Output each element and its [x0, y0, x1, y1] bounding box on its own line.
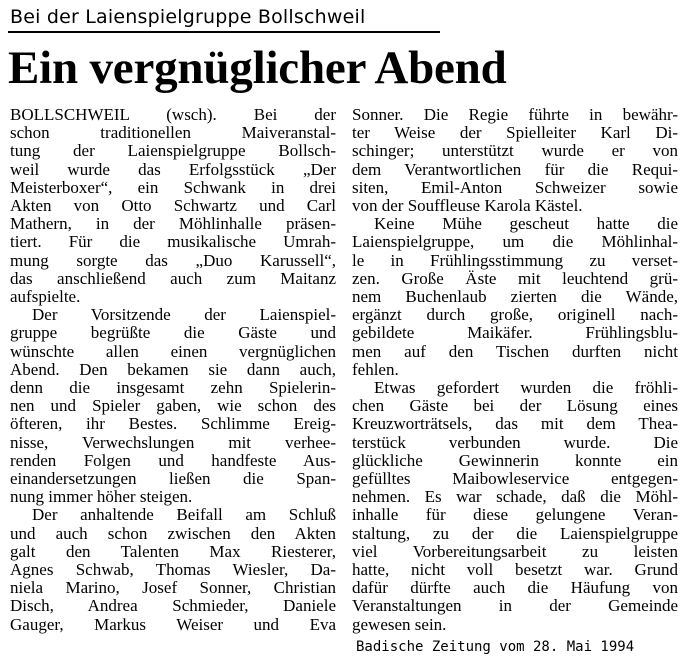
text-line: nem Buchenlaub zierten die Wände,: [352, 287, 678, 307]
text-line: gewesen sein.: [352, 614, 447, 634]
headline: Ein vergnüglicher Abend: [8, 42, 507, 94]
text-line: zen. Große Äste mit leuchtend grü-: [352, 268, 678, 288]
text-line: gefülltes Maibowleservice entgegen-: [352, 469, 678, 489]
text-line: siten, Emil-Anton Schweizer sowie: [352, 177, 678, 197]
paragraph: [10, 106, 336, 306]
text-line: ter Weise der Spielleiter Karl Di-: [352, 123, 678, 143]
text-line: Mathern, in der Möhlinhalle präsen-: [10, 214, 336, 234]
text-line: denn die insgesamt zehn Spielerin-: [10, 378, 336, 398]
article-column-left: [10, 106, 336, 634]
text-line: gruppe begrüßte die Gäste und: [10, 323, 336, 343]
text-line: ergänzt durch große, originell nach-: [352, 305, 678, 325]
text-line: Agnes Schwab, Thomas Wiesler, Da-: [10, 560, 336, 580]
text-line: Keine Mühe gescheut hatte die: [374, 214, 678, 234]
text-line: schinger; unterstützt wurde er von: [352, 141, 678, 161]
paragraph: [10, 506, 336, 633]
text-line: inhalle für diese gelungene Veran-: [352, 505, 678, 525]
text-line: glückliche Gewinnerin konnte ein: [352, 450, 678, 470]
text-line: aufspielte.: [10, 287, 81, 307]
text-line: Meisterboxer“, ein Schwank in drei: [10, 177, 336, 197]
kicker: Bei der Laienspielgruppe Bollschweil: [10, 6, 366, 28]
text-line: fehlen.: [352, 359, 399, 379]
article-column-right: [352, 106, 678, 634]
text-line: dem Verantwortlichen für die Requi-: [352, 159, 678, 179]
text-line: tiert. Für die musikalische Umrah-: [10, 232, 336, 252]
text-line: terstück verbunden wurde. Die: [352, 432, 678, 452]
text-line: wünschte allen einen vergnüglichen: [10, 341, 336, 361]
text-line: nisse, Verwechslungen mit verhee-: [10, 432, 336, 452]
text-line: nen und Spieler gaben, wie schon des: [10, 396, 336, 416]
text-line: chen Gäste bei der Lösung eines: [352, 396, 678, 416]
text-line: nehmen. Es war schade, daß die Möhl-: [352, 487, 678, 507]
text-line: einandersetzungen ließen die Span-: [10, 469, 336, 489]
text-line: schon traditionellen Maiveranstal-: [10, 123, 336, 143]
text-line: nung immer höher steigen.: [10, 487, 193, 507]
text-line: weil wurde das Erfolgsstück „Der: [10, 159, 336, 179]
source-caption: Badische Zeitung vom 28. Mai 1994: [356, 639, 635, 655]
text-line: men auf den Tischen durften nicht: [352, 341, 678, 361]
text-line: viel Vorbereitungsarbeit zu leisten: [352, 541, 678, 561]
paragraph: [10, 306, 336, 506]
text-line: das anschließend auch zum Maitanz: [10, 268, 336, 288]
text-line: staltung, zu der die Laienspielgruppe: [352, 523, 678, 543]
text-line: öfteren, ihr Bestes. Schlimme Ereig-: [10, 414, 336, 434]
paragraph: [352, 215, 678, 379]
text-line: hatte, nicht voll besetzt war. Grund: [352, 560, 678, 580]
text-line: Gauger, Markus Weiser und Eva: [10, 614, 336, 634]
text-line: BOLLSCHWEIL (wsch). Bei der: [10, 105, 336, 124]
paragraph: [352, 379, 678, 634]
text-line: Disch, Andrea Schmieder, Daniele: [10, 596, 336, 616]
text-line: renden Folgen und handfeste Aus-: [10, 450, 336, 470]
text-line: tung der Laienspielgruppe Bollsch-: [10, 141, 336, 161]
text-line: Der anhaltende Beifall am Schluß: [32, 505, 336, 525]
kicker-underline: [8, 31, 440, 33]
text-line: von der Souffleuse Karola Kästel.: [352, 196, 583, 216]
text-line: Abend. Den bekamen sie dann auch,: [10, 359, 336, 379]
text-line: Veranstaltungen in der Gemeinde: [352, 596, 678, 616]
text-line: mung sorgte das „Duo Karussell“,: [10, 250, 336, 270]
text-line: dafür dürfte auch die Häufung von: [352, 578, 678, 598]
text-line: Akten von Otto Schwartz und Carl: [10, 196, 336, 216]
paragraph: [352, 106, 678, 215]
text-line: und auch schon zwischen den Akten: [10, 523, 336, 543]
text-line: gebildete Maikäfer. Frühlingsblu-: [352, 323, 678, 343]
text-line: Laienspielgruppe, um die Möhlinhal-: [352, 232, 678, 252]
text-line: Sonner. Die Regie führte in bewähr-: [352, 105, 678, 124]
text-line: galt den Talenten Max Riesterer,: [10, 541, 336, 561]
text-line: Kreuzworträtsels, das mit dem Thea-: [352, 414, 678, 434]
text-line: Etwas gefordert wurden die fröhli-: [374, 378, 678, 398]
text-line: Der Vorsitzende der Laienspiel-: [32, 305, 336, 325]
text-line: niela Marino, Josef Sonner, Christian: [10, 578, 336, 598]
text-line: le in Frühlingsstimmung zu verset-: [352, 250, 678, 270]
